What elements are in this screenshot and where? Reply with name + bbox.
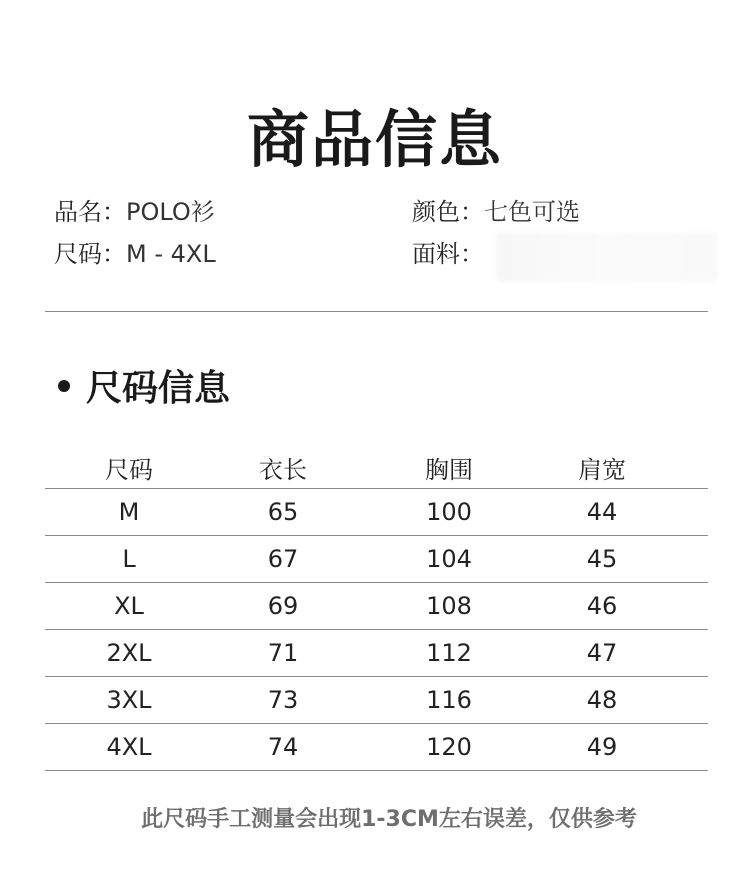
table-cell: 44 xyxy=(586,498,618,526)
table-row xyxy=(45,583,708,630)
table-cell: 48 xyxy=(586,686,618,714)
table-cell: 112 xyxy=(426,639,472,667)
table-cell: 116 xyxy=(426,686,472,714)
table-cell: 108 xyxy=(426,592,472,620)
table-row xyxy=(45,630,708,677)
product-name-label: 品名： xyxy=(54,198,126,226)
table-header-row xyxy=(45,448,708,489)
table-cell: XL xyxy=(114,592,144,620)
header-cell-size: 尺码 xyxy=(105,456,153,484)
table-cell: 120 xyxy=(426,733,472,761)
table-cell: M xyxy=(118,498,140,526)
page-title: 商品信息 xyxy=(246,103,503,176)
measurement-footnote: 此尺码手工测量会出现1-3CM左右误差，仅供参考 xyxy=(141,807,637,832)
fabric-blurred-value xyxy=(496,232,718,282)
product-size-label: 尺码： xyxy=(54,240,126,268)
product-name-value: POLO衫 xyxy=(126,198,215,226)
product-size xyxy=(54,238,216,270)
product-color-value: 七色可选 xyxy=(484,198,580,226)
info-divider xyxy=(45,311,708,312)
table-cell: 47 xyxy=(586,639,618,667)
header-cell-shoulder: 肩宽 xyxy=(578,456,626,484)
table-cell: 45 xyxy=(586,545,618,573)
product-color-label: 颜色： xyxy=(412,198,484,226)
product-fabric-label: 面料： xyxy=(412,240,484,268)
table-row xyxy=(45,724,708,771)
header-cell-chest: 胸围 xyxy=(425,456,473,484)
table-row xyxy=(45,677,708,724)
table-cell: 65 xyxy=(267,498,299,526)
table-row xyxy=(45,489,708,536)
table-cell: 74 xyxy=(267,733,299,761)
product-fabric xyxy=(412,238,484,270)
table-cell: 73 xyxy=(267,686,299,714)
product-color xyxy=(412,196,580,228)
table-cell: 71 xyxy=(267,639,299,667)
header-cell-length: 衣长 xyxy=(259,456,307,484)
table-cell: 3XL xyxy=(106,686,152,714)
size-table xyxy=(45,448,708,771)
table-cell: 67 xyxy=(267,545,299,573)
product-name xyxy=(54,196,215,228)
table-cell: L xyxy=(122,545,136,573)
section-heading-text: 尺码信息 xyxy=(86,368,231,409)
table-cell: 46 xyxy=(586,592,618,620)
table-cell: 2XL xyxy=(106,639,152,667)
table-cell: 69 xyxy=(267,592,299,620)
table-row xyxy=(45,536,708,583)
section-heading xyxy=(58,365,230,413)
table-cell: 104 xyxy=(426,545,472,573)
table-cell: 100 xyxy=(426,498,472,526)
table-cell: 49 xyxy=(586,733,618,761)
bullet-icon xyxy=(58,380,70,392)
product-size-value: M - 4XL xyxy=(126,240,216,268)
table-cell: 4XL xyxy=(106,733,152,761)
